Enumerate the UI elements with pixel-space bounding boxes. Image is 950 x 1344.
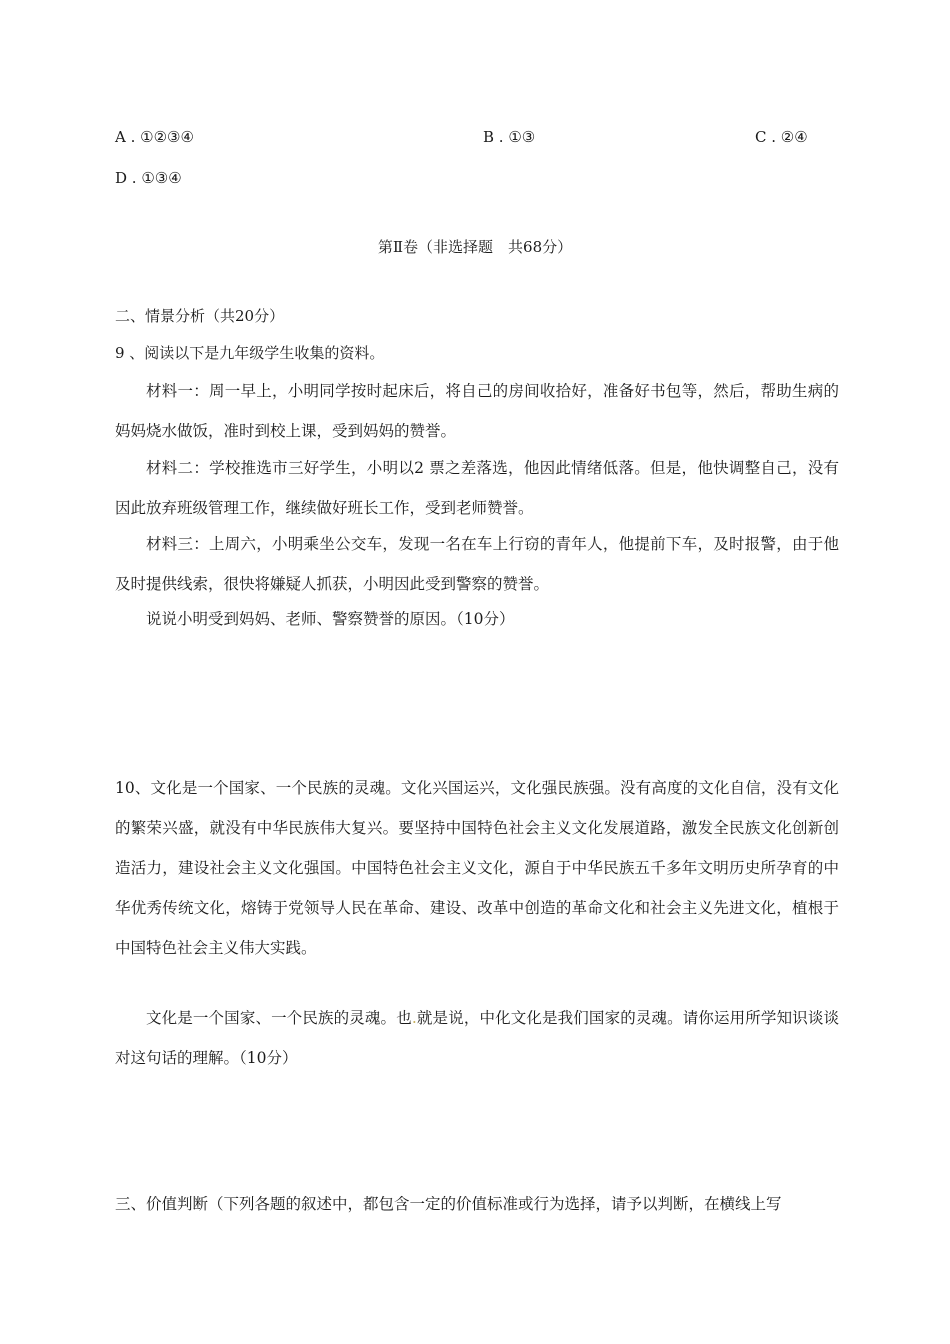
option-a: A . ①②③④ — [115, 128, 194, 146]
option-b: B . ①③ — [483, 128, 536, 146]
question10-prompt-part1: 文化是一个国家、一个民族的灵魂。也 — [146, 1009, 412, 1027]
section2-heading: 二、情景分析（共20分） — [115, 307, 285, 325]
material-3: 材料三：上周六，小明乘坐公交车，发现一名在车上行窃的青年人，他提前下车，及时报警，由于他及时提供线索，很快将嫌疑人抓获，小明因此受到警察的赞誉。 — [115, 535, 839, 593]
section3-heading: 三、价值判断（下列各题的叙述中，都包含一定的价值标准或行为选择，请予以判断，在横线上写 — [115, 1195, 782, 1213]
material-2: 材料二：学校推选市三好学生，小明以2 票之差落选，他因此情绪低落。但是，他快调整自己，没有因此放弃班级管理工作，继续做好班长工作，受到老师赞誉。 — [115, 459, 839, 517]
stray-mark: . — [411, 1009, 417, 1027]
option-c: C . ②④ — [755, 128, 808, 146]
option-d: D . ①③④ — [115, 169, 182, 187]
question10-stem: 10、文化是一个国家、一个民族的灵魂。文化兴国运兴，文化强民族强。没有高度的文化自信，没有文化的繁荣兴盛，就没有中华民族伟大复兴。要坚持中国特色社会主义文化发展道路，激发全民族文化创新创造活力，建设社会主义文化强国。中国特色社会主义文化，源自于中华民族五千多年文明历史所孕育的中华优秀传统文化，熔铸于党领导人民在革命、建设、改革中创造的革命文化和社会主义先进文化，植根于中国特色社会主义伟大实践。 — [115, 779, 839, 957]
question9-prompt: 说说小明受到妈妈、老师、警察赞誉的原因。（10分） — [146, 610, 515, 628]
question10-prompt — [115, 998, 839, 1078]
question9-stem: 9 、阅读以下是九年级学生收集的资料。 — [115, 344, 385, 362]
volume-title: 第Ⅱ卷（非选择题 共68分） — [377, 238, 573, 256]
question10-prompt-part2: 就是说，中化文化是我们国家的灵魂。请你运用所学知识谈谈对这句话的理解。（10分） — [115, 1009, 839, 1067]
material-1: 材料一：周一早上，小明同学按时起床后，将自己的房间收拾好，准备好书包等，然后，帮助生病的妈妈烧水做饭，准时到校上课，受到妈妈的赞誉。 — [115, 382, 839, 440]
